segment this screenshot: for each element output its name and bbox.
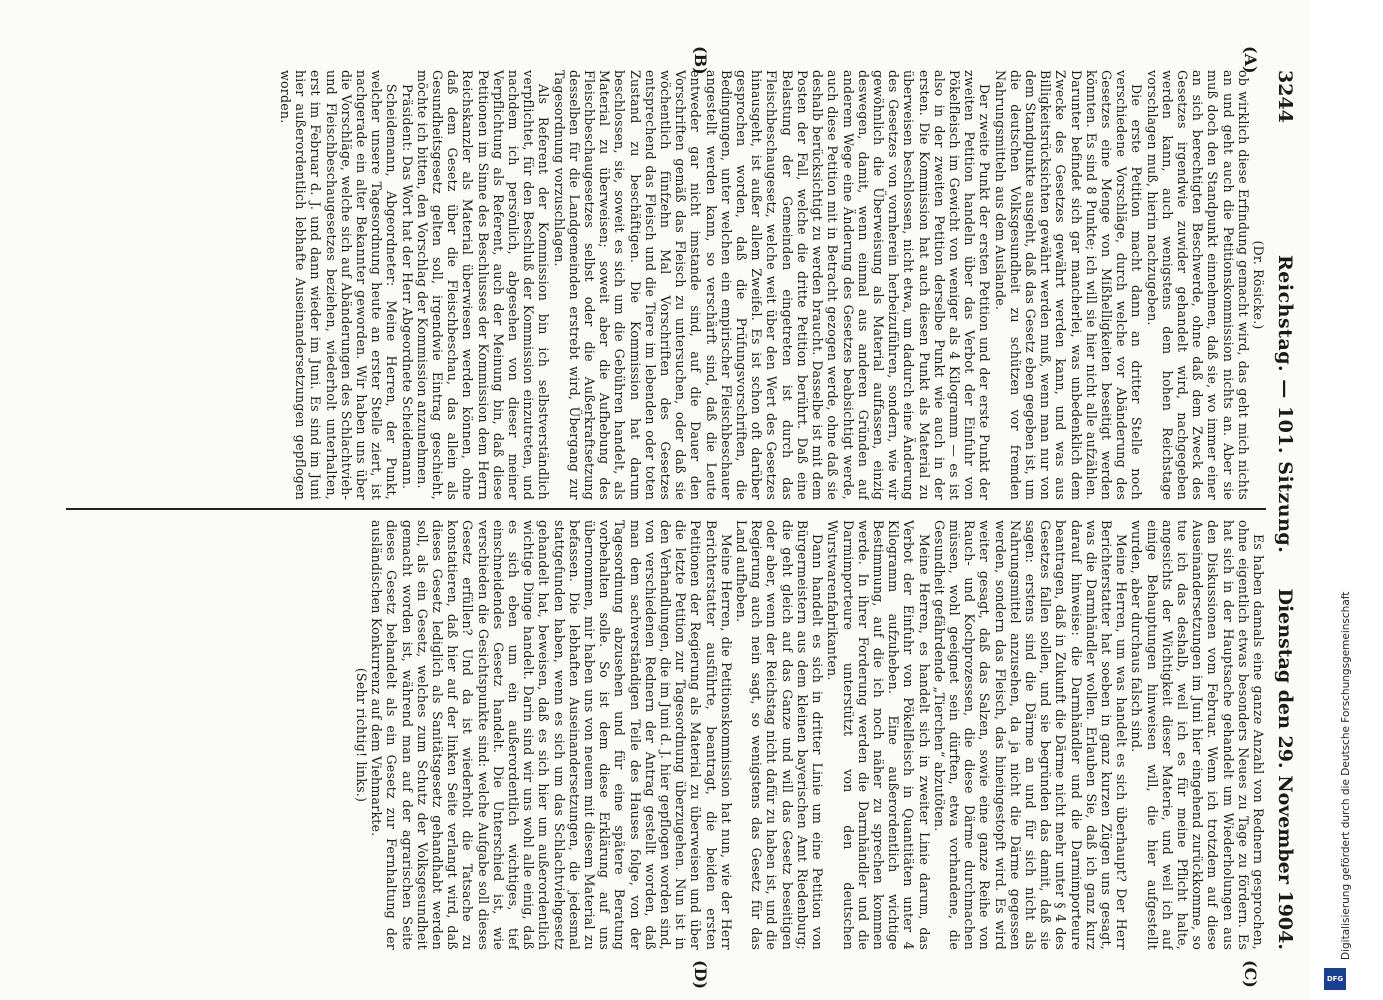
paragraph: Meine Herren, um was handelt es sich überhaupt? Der Herr Berichterstatter hat soeben in ganz kurzen Zügen uns gesagt, was die Darmhändler wollen. Erlauben Sie, daß ich ganz kurz darauf hinweise: die Darmhändler und die Darmimporteure beantragen, daß in Zukunft die Därme nicht mehr unter § 4 des Gesetzes fallen sollen, und sie begründen das damit, daß sie sagen: erstens sind die Därme an und für sich nicht als Nahrungsmittel anzusehen, da ja nicht die Därme gegessen werden, sondern das Fleisch, das hineingestopft wird. Es wird weiter gesagt, daß das Salzen, sowie eine ganze Reihe von Rauch- und Kochprozessen, die diese Därme durchmachen müssen, wohl geeignet sein dürften, etwa vorhandene, die Gesundheit gefährdende „Tierchen“ abzutöten. bbox=[931, 520, 1130, 950]
left-column bbox=[26, 70, 1266, 500]
paragraph: Der zweite Punkt der ersten Petition und der erste Punkt der zweiten Petition handeln über das Verbot der Einfuhr von Pökelfleisch im Gewicht von weniger als 4 Kilogramm — es ist also in der zweiten Petition derselbe Punkt wie auch in der ersten. Die Kommission hat auch diesen Punkt als Material zu überweisen beschlossen, nicht etwa, um dadurch eine Änderung des Gesetzes von vornherein herbeizuführen, sondern, wie wir gewöhnlich die Überweisung als Material auffassen, einzig deswegen, damit, wenn einmal aus anderen Gründen auf anderem Wege eine Änderung des Gesetzes beabsichtigt werde, auch diese Petition mit in Betracht gezogen werde, ohne daß sie deshalb berücksichtigt zu werden braucht. Dasselbe ist mit dem Posten der Fall, welche die dritte Petition berührt. Daß eine Belastung der Gemeinden eingetreten ist durch das Fleischbeschaugesetz, welche weit über den Wert des Gesetzes hinausgeht, ist außer allem Zweifel. Es ist schon oft darüber gesprochen worden, daß die Prüfungsvorschriften, die Bedingungen, unter welchen ein empirischer Fleischbeschauer angestellt werden kann, so verschärft sind, daß die Leute entweder gar nicht imstande sind, auf die Dauer den Vorschriften gemäß das Fleisch zu untersuchen, oder daß sie wöchentlich fünfzehn Mal Vorschriften des Gesetzes entsprechend das Fleisch und die Tiere im lebenden oder toten Zustand zu beschäftigen. Die Kommission hat darum beschlossen, sie, soweit es sich um die Gebühren handelt, als Material zu überweisen; soweit aber die Aufhebung des Fleischbeschaugesetzes selbst oder die Außerkraftsetzung desselben für die Landgemeinden erstrebt wird, Übergang zur Tagesordnung vorzuschlagen. bbox=[551, 70, 993, 500]
page-header bbox=[1268, 70, 1298, 950]
page-title: Reichstag. — 101. Sitzung. bbox=[1274, 255, 1296, 554]
session-date: Dienstag den 29. November 1904. bbox=[1274, 588, 1296, 950]
speaker-paragraph: Scheidemann, Abgeordneter: Meine Herren, der Punkt, welcher unsere Tagesordnung heute an erster Stelle ziert, ist nachgerade ein alter Bekannter geworden. Wir haben uns über die Vorschläge, welche sich auf Abänderungen des Schlachtvieh- und Fleischbeschaugesetzes beziehen, wiederholt unterhalten, erst im Februar d. J. und dann wieder im Juni. Es sind im Juni hier außerordentlich lebhafte Auseinandersetzungen gepflogen worden. bbox=[278, 70, 400, 500]
dfg-logo-icon: DFG bbox=[1324, 968, 1346, 990]
paragraph: Meine Herren, die Petitionskommission hat nun, wie der Herr Berichterstatter ausführte, beantragt, die beiden ersten Petitionen der Regierung als Material zu überweisen und über die letzte Petition zur Tagesordnung überzugehen. Nun ist in den Verhandlungen, die im Juni d. J. hier gepflogen worden sind, von verschiedenen Rednern der Antrag gestellt worden, daß man dem sachverständigen Teile des Hauses folge, von der Tagesordnung abzusehen und für eine spätere Beratung vorbehalten solle. So ist dem diese Erklärung auf uns übernommen, mir haben uns von neuem mit diesem Material zu befassen. Die lebhaften Auseinandersetzungen, die jedesmal stattgefunden haben, wenn es sich um das Schlachtviehgesetz gehandelt hat, beweisen, daß es sich hier um außerordentlich wichtige Dinge handelt. Darin sind wir uns wohl alle einig, daß es sich eben um ein außerordentlich wichtiges, tief einschneidendes Gesetz handelt. Die Unterschied ist, wie verschieden die Gesichtspunkte sind: welche Aufgabe soll dieses Gesetz erfüllen? Und da ist wiederholt die Tatsache zu konstatieren, daß hier auf der linken Seite verlangt wird, daß dieses Gesetz lediglich als Sanitätsgesetz gehandhabt werden soll, als ein Gesetz, welches zum Schutz der Volksgesundheit gemacht worden ist, während man auf der agrarischen Seite dieses Gesetz behandelt als ein Gesetz zur Fernhaltung der ausländischen Konkurrenz auf dem Viehmarkte. bbox=[369, 520, 734, 950]
interjection: (Sehr richtig! links.) bbox=[354, 667, 370, 803]
margin-mark-b: (B) bbox=[691, 46, 710, 75]
margin-mark-c: (C) bbox=[1241, 960, 1260, 988]
paragraph: Die erste Petition macht dann an dritter Stelle noch verschiedene Vorschläge, durch welche vor Abänderung des Gesetzes eine Menge von Mißhelligkeiten beseitigt werden könnten. Es sind 8 Punkte; ich will sie hier nicht alle aufzählen. Darunter befindet sich gar mancherlei, was unbedenklich dem Zwecke des Gesetzes gewährt werden kann, und was aus Billigkeitsrücksichten gewährt werden muß, wenn man nur von dem Standpunkte ausgeht, daß das Gesetz eben gegeben ist, um die deutschen Volksgesundheit zu schützen vor fremden Nahrungsmitteln aus dem Auslande. bbox=[992, 70, 1145, 500]
paragraph: Als Referent der Kommission bin ich selbstverständlich verpflichtet, für den Beschluß der Kommission einzutreten, und nachdem ich persönlich, abgesehen von dieser meiner Verpflichtung als Referent, auch der Meinung bin, daß diese Petitionen im Sinne des Beschlusses der Kommission dem Herrn Reichskanzler als Material überwiesen werden können, ohne daß dem Gesetz über die Fleischbeschau, das allein als Gesundheitsgesetz gelten soll, irgendwie Eintrag geschieht, möchte ich bitten, den Vorschlag der Kommission anzunehmen. bbox=[414, 70, 552, 500]
margin-mark-d: (D) bbox=[691, 960, 710, 990]
president-statement: Präsident: Das Wort hat der Herr Abgeordnete Scheidemann. bbox=[399, 84, 415, 490]
page-number: 3244 bbox=[1274, 70, 1296, 123]
paragraph: Dann handelt es sich in dritter Linie um eine Petition von Bürgermeistern aus dem kleinen bayerischen Amt Riedenburg; die geht gleich auf das Ganze und will das Gesetz beseitigen oder aber, wenn der Reichstag nicht dafür zu haben ist, und die Regierung auch nein sagt, so wenigstens das Gesetz für das Land aufheben. bbox=[734, 520, 826, 950]
funding-credit: Digitalisierung gefördert durch die Deutsche Forschungsgemeinschaft bbox=[1340, 591, 1352, 960]
paragraph: Meine Herren, es handelt sich in zweiter Linie darum, das Verbot der Einfuhr von Pökelfleisch in Quantitäten unter 4 Kilogramm aufzuheben. Eine außerordentlich wichtige Bestimmung, auf die ich noch näher zu sprechen kommen werde. In ihrer Forderung werden die Darmhändler und die Darmimporteure unterstützt von den deutschen Wurstwarenfabrikanten. bbox=[825, 520, 932, 950]
digitization-sidebar bbox=[1318, 0, 1378, 1000]
paragraph: Es haben damals eine ganze Anzahl von Rednern gesprochen, ohne eigentlich etwas besonders Neues zu Tage zu fördern. Es hat sich in der Hauptsache gehandelt um Wiederholungen aus den Diskussionen vom Februar. Wenn ich trotzdem auf diese Auseinandersetzungen im Juni hier eingehend zurückkomme, so tue ich das deshalb, weil ich es für meine Pflicht halte, angesichts der Wichtigkeit dieser Materie, und weil ich auf einige Behauptungen hinweisen will, die hier aufgestellt wurden, aber durchaus falsch sind. bbox=[1129, 520, 1266, 950]
column-divider bbox=[66, 508, 1266, 510]
right-column bbox=[26, 520, 1266, 950]
paragraph: ob wirklich diese Erfindung gemacht wird, das geht mich nichts an und geht auch die Petitionskommission nichts an. Aber sie muß doch den Standpunkt einnehmen, daß sie, wo immer einer an sich berechtigten Beschwerde, ohne daß dem Zweck des Gesetzes irgendwie zuwider gehandelt wird, nachgegeben werden kann, auch wenigstens dem hohen Reichstage vorschlagen muß, hierin nachzugeben. bbox=[1144, 70, 1251, 500]
speaker-continuation: (Dr. Rösicke.) bbox=[1251, 240, 1266, 330]
margin-mark-a: (A) bbox=[1241, 46, 1260, 74]
